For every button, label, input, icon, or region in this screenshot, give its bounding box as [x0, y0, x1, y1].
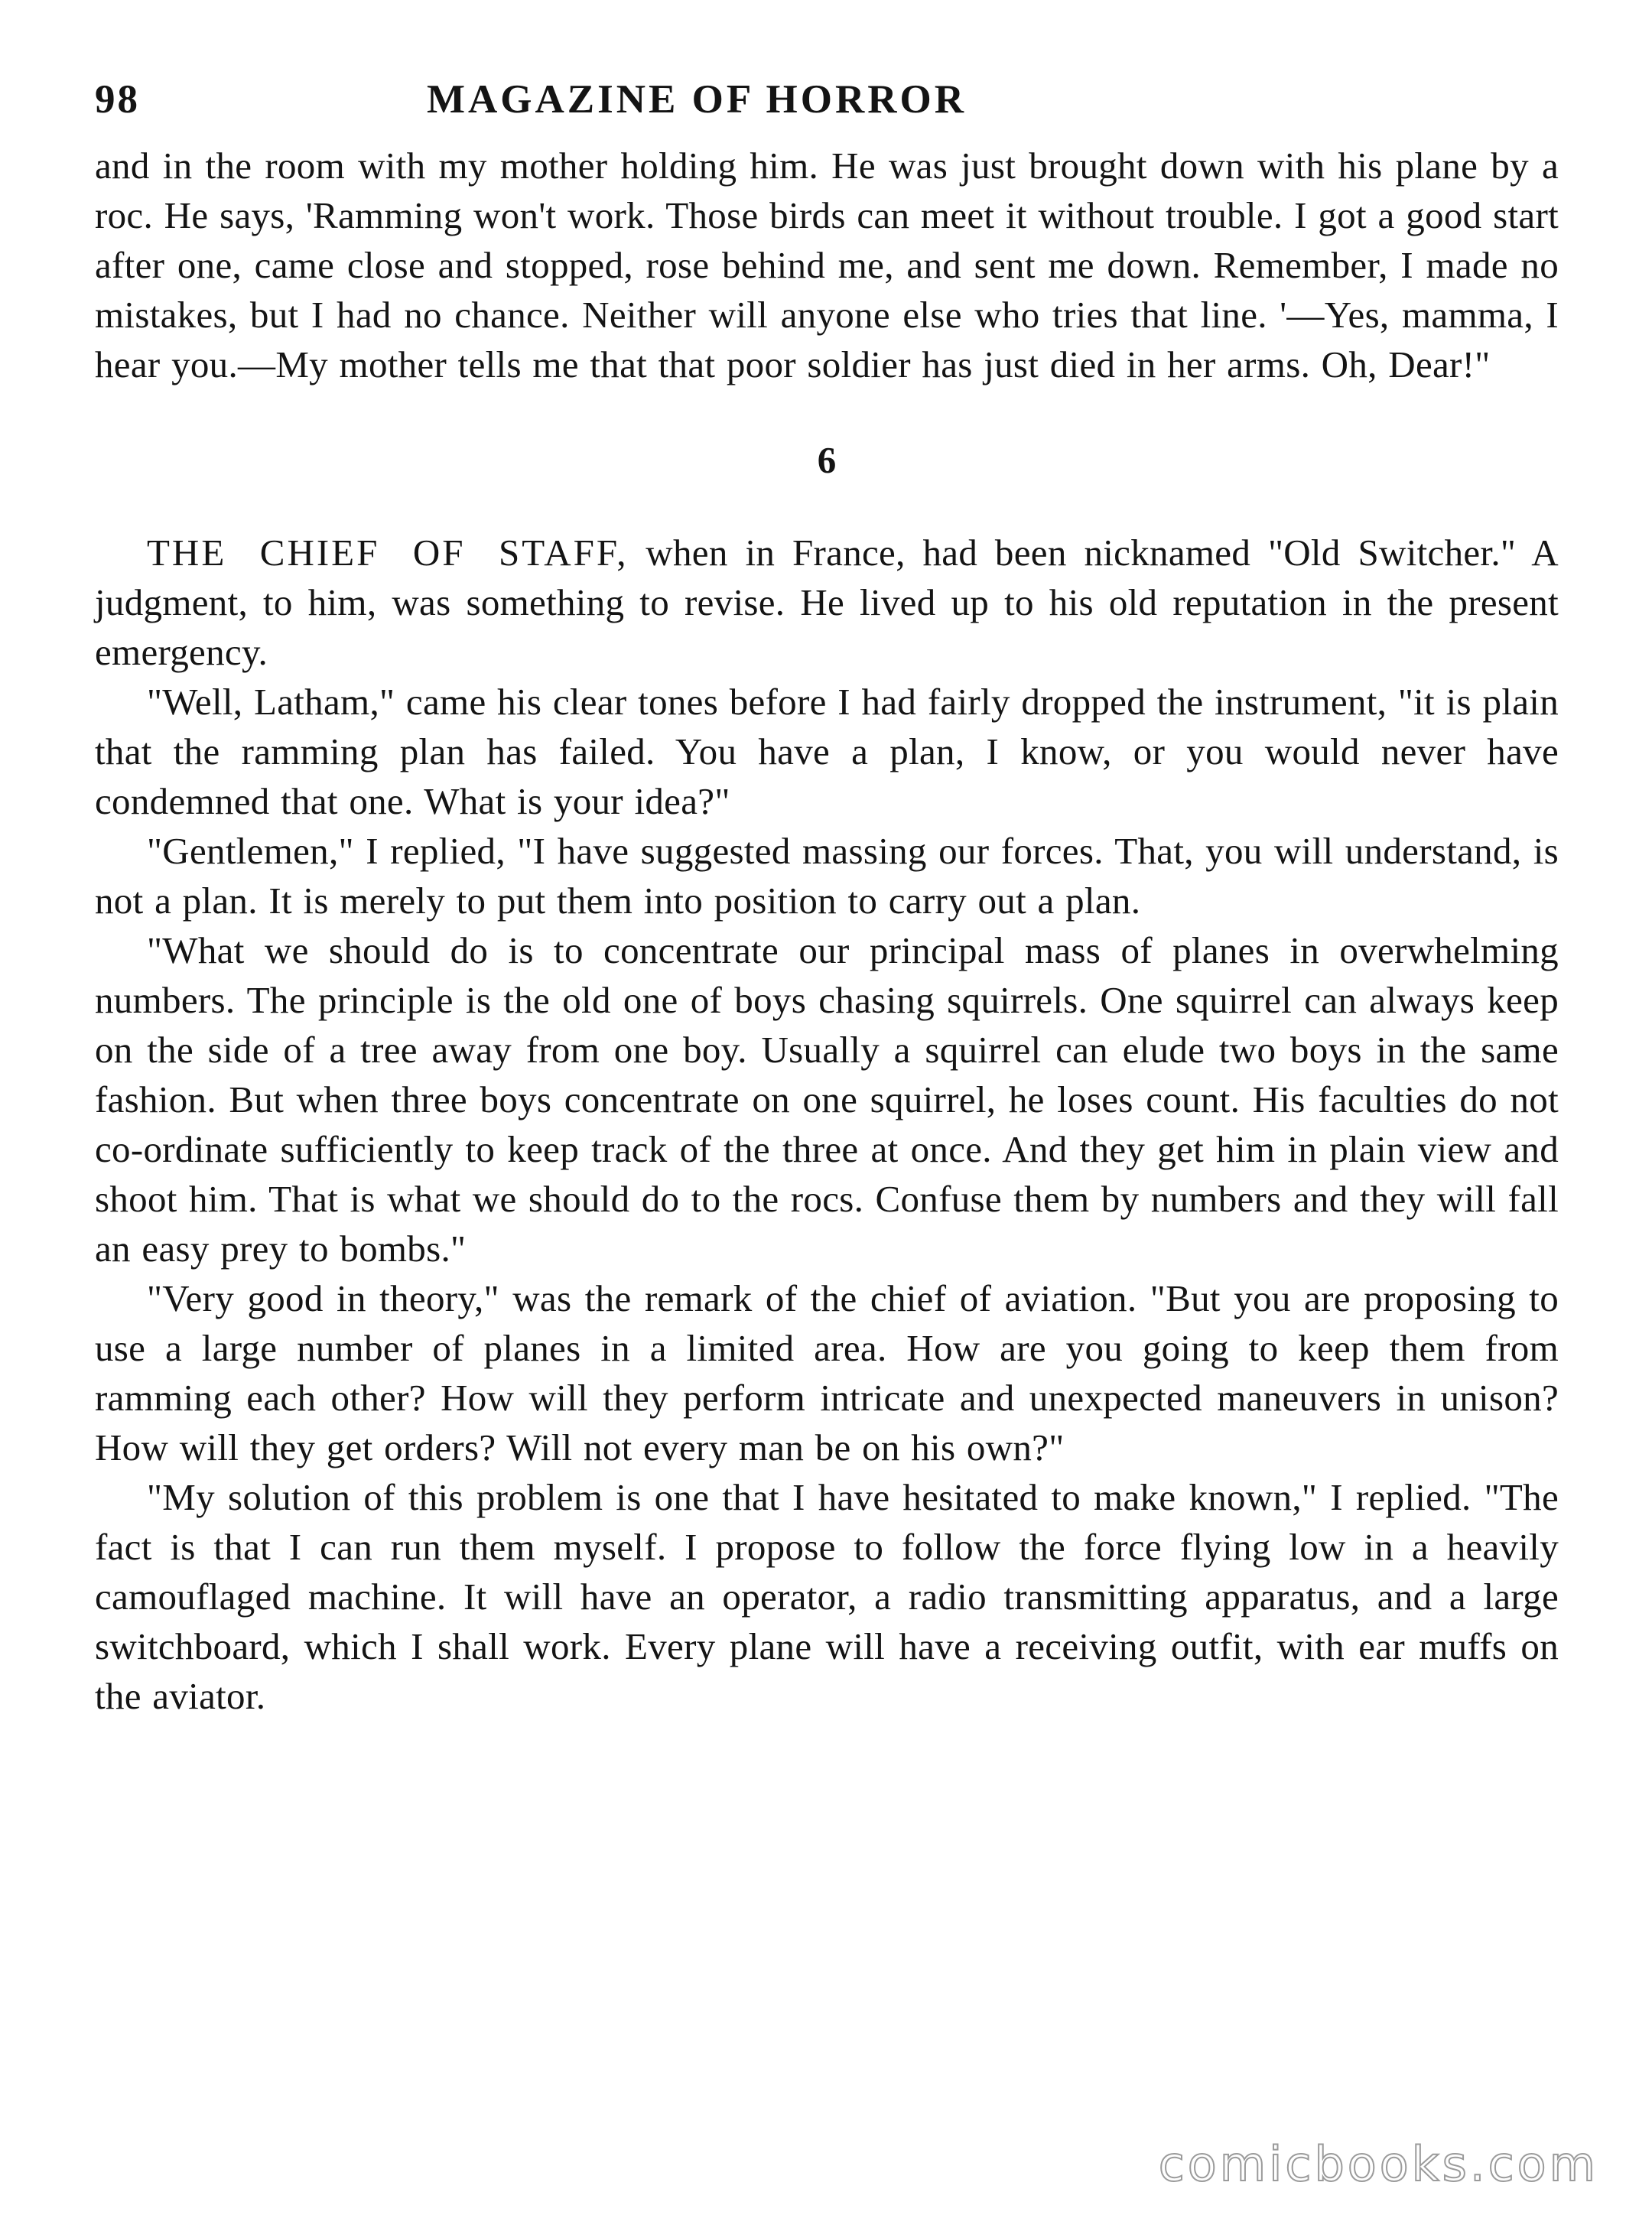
paragraph: "Gentlemen," I replied, "I have suggested massing our forces. That, you will understand, is not a plan. It is merely to put them into position to carry out a plan. — [95, 830, 1559, 922]
paragraph: "Well, Latham," came his clear tones before I had fairly dropped the instrument, "it is plain that the ramming plan has failed. You have a plan, I know, or you would never have condemned that one. What is your idea?" — [95, 681, 1559, 822]
magazine-title: MAGAZINE OF HORROR — [427, 77, 967, 122]
section-opening-paragraph — [95, 528, 1559, 677]
paragraph: "Very good in theory," was the remark of the chief of aviation. "But you are proposing to use a large number of planes in a limited area. How are you going to keep them from ramming each other? How will they perform intricate and unexpected maneuvers in unison? How will they get orders? Will not every man be on his own?" — [95, 1277, 1559, 1468]
page-number: 98 — [95, 77, 140, 122]
paragraph-continued: and in the room with my mother holding him. He was just brought down with his plane by a roc. He says, 'Ramming won't work. Those birds can meet it without trouble. I got a good start after one, came close and stopped, rose behind me, and sent me down. Remember, I made no mistakes, but I had no chance. Neither will anyone else who tries that line. '—Yes, mamma, I hear you.—My mother tells me that that poor soldier has just died in her arms. Oh, Dear!" — [95, 145, 1559, 385]
section-number: 6 — [817, 439, 837, 481]
running-header — [95, 76, 1559, 138]
section-lead-in: THE CHIEF OF STAFF, — [147, 532, 629, 574]
site-watermark: comicbooks.com — [1158, 2136, 1598, 2192]
paragraph: "My solution of this problem is one that I have hesitated to make known," I replied. "The fact is that I can run them myself. I propose to follow the force flying low in a heavily camouflaged machine. It will have an operator, a radio transmitting apparatus, and a large switchboard, which I shall work. Every plane will have a receiving outfit, with ear muffs on the aviator. — [95, 1476, 1559, 1717]
section-opening-text: when in France, had been nicknamed "Old Switcher." A judgment, to him, was something to revise. He lived up to his old reputation in the present emergency. — [95, 532, 1559, 673]
story-text — [95, 141, 1559, 1721]
magazine-page — [95, 76, 1559, 1721]
paragraph: "What we should do is to concentrate our principal mass of planes in overwhelming numbers. The principle is the old one of boys chasing squirrels. One squirrel can always keep on the side of a tree away from one boy. Usually a squirrel can elude two boys in the same fashion. But when three boys concentrate on one squirrel, he loses count. His faculties do not co-ordinate sufficiently to keep track of the three at once. And they get him in plain view and shoot him. That is what we should do to the rocs. Confuse them by numbers and they will fall an easy prey to bombs." — [95, 929, 1559, 1270]
